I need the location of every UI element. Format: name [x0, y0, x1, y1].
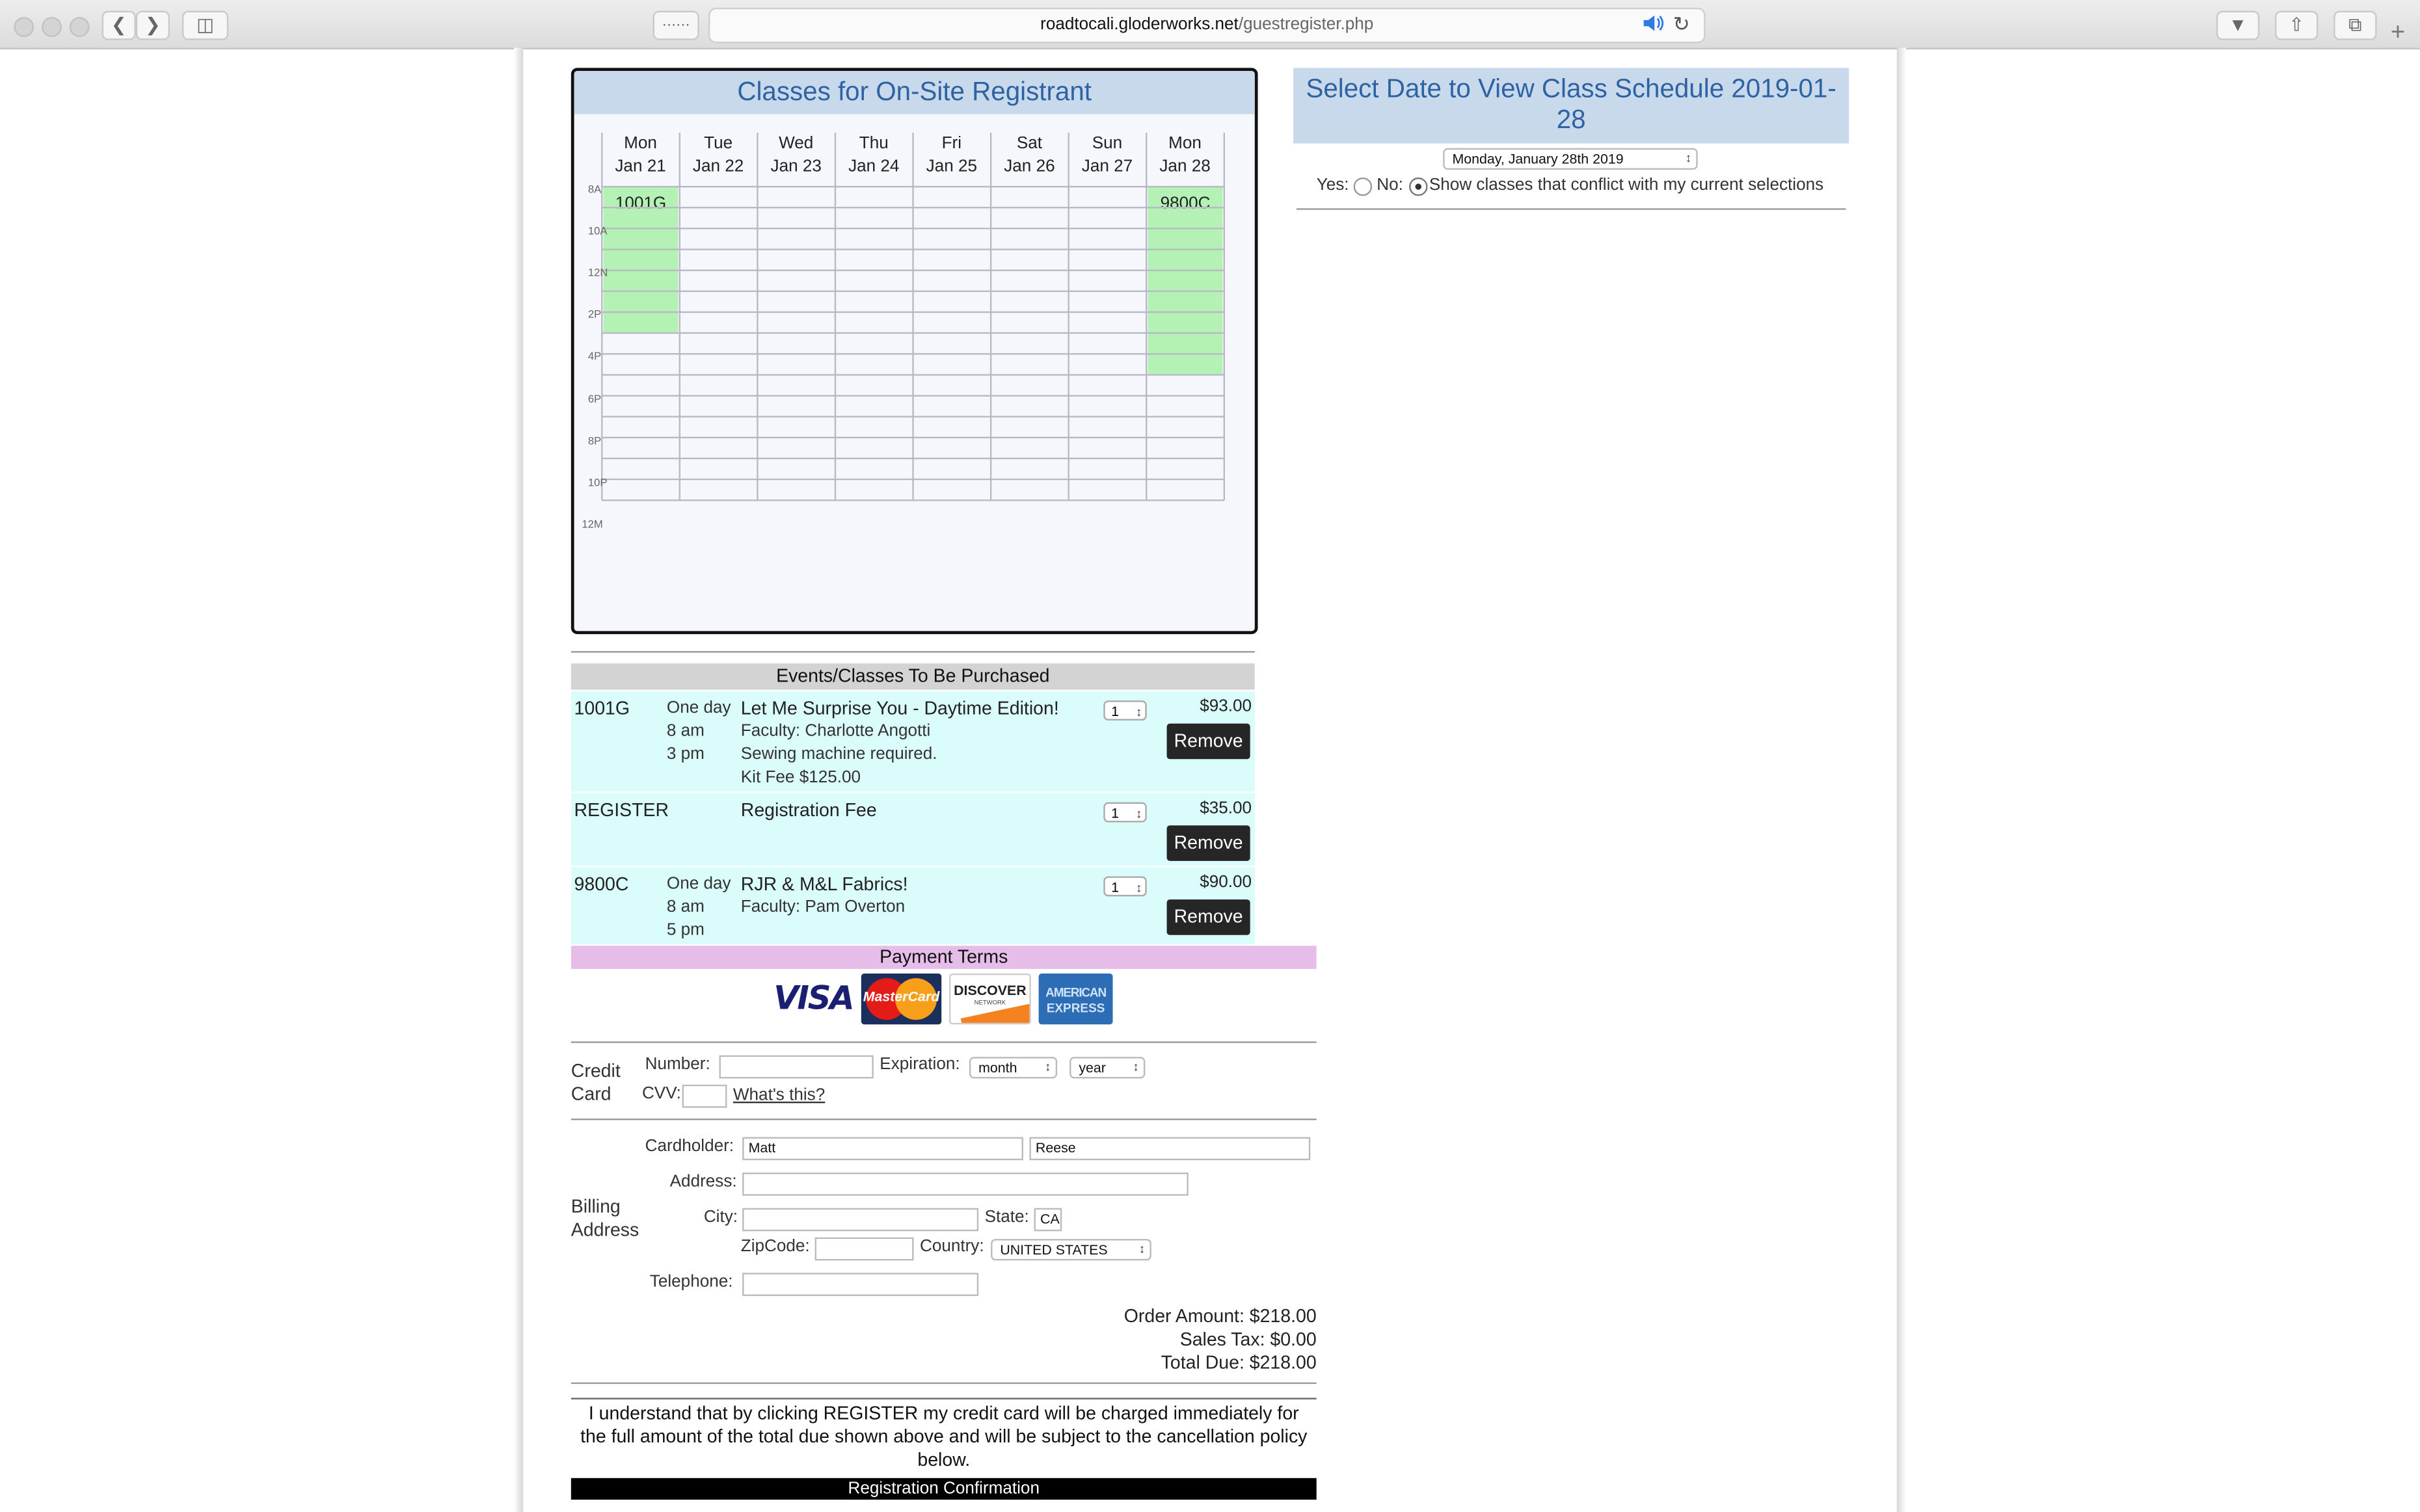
divider: [571, 1041, 1317, 1042]
item-faculty: Faculty: Charlotte Angotti: [740, 722, 931, 741]
item-code: REGISTER: [574, 799, 669, 821]
calendar-day-date: Jan 28: [1159, 157, 1211, 176]
calendar-time-label: 8A: [587, 185, 602, 196]
calendar-day-date: Jan 21: [615, 157, 666, 176]
telephone-label: Telephone:: [649, 1273, 733, 1292]
visa-logo-text: VISA: [773, 979, 854, 1017]
item-when-day: One day: [666, 698, 731, 718]
city-label: City:: [703, 1208, 738, 1227]
calendar-time-label: 4P: [587, 352, 602, 364]
tabs-icon: ⧉: [2348, 14, 2362, 36]
calendar-day-name: Sun: [1092, 134, 1123, 153]
item-faculty: Faculty: Pam Overton: [740, 897, 906, 917]
radio-selected-dot: [1416, 183, 1421, 189]
mastercard-logo-text: MasterCard: [863, 988, 940, 1005]
calendar-grid: [599, 133, 1226, 518]
yes-label: Yes:: [1316, 176, 1349, 194]
calendar-time-label: 12N: [587, 269, 608, 280]
schedule-date-select[interactable]: Monday, January 28th 2019 ↕: [1443, 148, 1697, 170]
divider: [571, 1383, 1317, 1384]
address-label: Address:: [669, 1173, 737, 1191]
calendar-time-label: 12M: [582, 520, 603, 531]
calendar-day-name: Thu: [859, 134, 889, 153]
calendar-time-label: 8P: [587, 436, 602, 447]
item-when-end: 3 pm: [666, 745, 705, 764]
quantity-select[interactable]: 1 ↕: [1103, 802, 1146, 823]
speaker-icon[interactable]: [1642, 14, 1663, 32]
new-tab-plus-icon[interactable]: +: [2390, 20, 2406, 47]
item-kit-fee: Kit Fee $125.00: [740, 768, 861, 787]
calendar-day-date: Jan 25: [926, 157, 978, 176]
mastercard-logo: [861, 974, 941, 1024]
schedule-title: Select Date to View Class Schedule 2019-01-28: [1306, 73, 1836, 135]
amex-logo-text-2: EXPRESS: [1046, 1001, 1105, 1016]
zoom-window-button[interactable]: [70, 17, 90, 37]
item-code: 1001G: [574, 697, 630, 719]
purchases-header: Events/Classes To Be Purchased: [571, 663, 1255, 689]
schedule-divider: [1297, 208, 1846, 209]
discover-logo: [949, 974, 1031, 1024]
grid-icon: ⋯⋯: [662, 17, 690, 33]
calendar-title: Classes for On-Site Registrant: [574, 71, 1255, 114]
state-label: State:: [984, 1208, 1029, 1227]
address-input[interactable]: [742, 1173, 1189, 1196]
item-when-day: One day: [666, 875, 731, 894]
calendar-day-header: [757, 133, 835, 179]
country-label: Country:: [919, 1237, 984, 1256]
item-when-start: 8 am: [666, 722, 705, 741]
item-title: Let Me Surprise You - Daytime Edition!: [740, 697, 1059, 719]
address-bar[interactable]: [708, 8, 1706, 44]
download-icon: ▼: [2228, 14, 2248, 36]
whats-this-link[interactable]: What's this?: [733, 1086, 826, 1105]
discover-network-text: NETWORK: [974, 998, 1006, 1006]
item-requirement: Sewing machine required.: [740, 745, 937, 764]
calendar-day-header: [991, 133, 1068, 179]
calendar-time-label: 10P: [587, 477, 608, 489]
calendar-day-header: [602, 133, 679, 179]
billing-section-label-1: Billing: [571, 1195, 621, 1217]
sidebar-icon: ◫: [196, 14, 214, 36]
share-icon: ⇧: [2289, 14, 2305, 36]
reload-icon[interactable]: ↻: [1673, 12, 1690, 36]
cardholder-last-name-input[interactable]: Reese: [1029, 1137, 1310, 1160]
discover-logo-text: DISCOVER: [954, 983, 1027, 998]
country-select[interactable]: UNITED STATES ↕: [991, 1239, 1151, 1260]
item-price: $90.00: [1200, 873, 1252, 892]
sales-tax: Sales Tax: $0.00: [1179, 1328, 1317, 1350]
item-price: $35.00: [1200, 799, 1252, 818]
credit-card-section-label-1: Credit: [571, 1059, 621, 1082]
card-number-input[interactable]: [719, 1055, 874, 1079]
calendar-day-header: [680, 133, 757, 179]
credit-card-section-label-2: Card: [571, 1083, 612, 1105]
remove-button[interactable]: Remove: [1167, 825, 1250, 861]
back-button[interactable]: [102, 11, 136, 40]
calendar-day-date: Jan 24: [848, 157, 900, 176]
item-when-start: 8 am: [666, 897, 705, 917]
tabs-overview-button[interactable]: [2333, 11, 2376, 40]
cardholder-label: Cardholder:: [645, 1137, 734, 1156]
calendar-day-name: Fri: [941, 134, 962, 153]
share-button[interactable]: [2275, 11, 2318, 40]
quantity-select[interactable]: 1 ↕: [1103, 700, 1146, 721]
cardholder-first-name-input[interactable]: Matt: [742, 1137, 1023, 1160]
chevron-left-icon: ❮: [111, 14, 127, 36]
no-label: No:: [1377, 176, 1403, 194]
conflict-no-radio[interactable]: [1409, 178, 1427, 196]
expiration-month-select[interactable]: month ↕: [969, 1057, 1057, 1078]
chevron-right-icon: ❯: [144, 14, 161, 36]
cvv-input[interactable]: [682, 1085, 727, 1108]
total-due: Total Due: $218.00: [1161, 1351, 1317, 1373]
payment-terms-bar: Payment Terms: [571, 946, 1317, 969]
calendar-day-date: Jan 23: [770, 157, 822, 176]
top-sites-button[interactable]: [653, 11, 699, 40]
item-price: $93.00: [1200, 697, 1252, 716]
city-input[interactable]: [742, 1208, 978, 1232]
conflict-description: Show classes that conflict with my current selections: [1429, 176, 1824, 194]
remove-button[interactable]: Remove: [1167, 724, 1250, 760]
calendar-day-name: Sat: [1016, 134, 1042, 153]
calendar-time-label: 2P: [587, 310, 602, 322]
expiration-year-select[interactable]: year ↕: [1069, 1057, 1145, 1078]
calendar-day-name: Wed: [779, 134, 814, 153]
calendar-day-date: Jan 26: [1004, 157, 1055, 176]
order-amount: Order Amount: $218.00: [1123, 1305, 1317, 1327]
minimize-window-button[interactable]: [42, 17, 62, 37]
conflict-yes-radio[interactable]: [1354, 178, 1372, 196]
page-shadow-left: [514, 48, 523, 1512]
schedule-header: [1293, 68, 1849, 143]
calendar-day-header: [835, 133, 913, 179]
american-express-logo: [1039, 974, 1113, 1024]
downloads-button[interactable]: [2216, 11, 2259, 40]
registration-confirmation-bar: Registration Confirmation: [571, 1478, 1317, 1500]
cvv-label: CVV:: [641, 1084, 681, 1104]
zipcode-input[interactable]: [815, 1238, 914, 1261]
visa-logo: [770, 974, 857, 1024]
quantity-select[interactable]: 1 ↕: [1103, 877, 1146, 897]
item-code: 9800C: [574, 873, 629, 895]
calendar-event-block[interactable]: [1148, 187, 1223, 375]
calendar-day-name: Mon: [1168, 134, 1202, 153]
calendar-day-date: Jan 27: [1081, 157, 1133, 176]
expiration-label: Expiration:: [880, 1055, 960, 1074]
sidebar-toggle-button[interactable]: [182, 11, 228, 40]
divider: [571, 1119, 1317, 1120]
state-input[interactable]: CA: [1034, 1208, 1062, 1232]
zipcode-label: ZipCode:: [740, 1237, 810, 1256]
divider: [571, 1398, 1317, 1399]
browser-toolbar: [0, 0, 2420, 49]
calendar-event-code: 1001G: [615, 192, 667, 213]
calendar-day-name: Mon: [624, 134, 657, 153]
discover-orange-swoosh: [961, 1003, 1031, 1024]
divider: [571, 651, 1255, 652]
calendar-day-header: [1146, 133, 1224, 179]
calendar-day-header: [1069, 133, 1146, 179]
calendar-time-label: 10A: [587, 226, 608, 238]
page-shadow-right: [1897, 48, 1906, 1512]
item-title: RJR & M&L Fabrics!: [740, 873, 908, 895]
card-number-label: Number:: [645, 1055, 710, 1074]
item-title: Registration Fee: [740, 799, 877, 821]
charge-disclaimer: I understand that by clicking REGISTER my credit card will be charged immediately for the full amount of the total due shown above and will be subject to the cancellation policy below.: [580, 1402, 1308, 1470]
item-when-end: 5 pm: [666, 921, 705, 940]
calendar-day-date: Jan 22: [692, 157, 744, 176]
amex-logo-text-1: AMERICAN: [1045, 985, 1106, 1000]
url-text: roadtocali.gloderworks.net/guestregister.php: [1040, 15, 1374, 34]
remove-button[interactable]: Remove: [1167, 899, 1250, 935]
forward-button[interactable]: [136, 11, 170, 40]
calendar-event-code: 9800C: [1160, 192, 1211, 213]
billing-section-label-2: Address: [571, 1219, 639, 1241]
calendar-day-header: [913, 133, 991, 179]
calendar-time-label: 6P: [587, 394, 602, 405]
close-window-button[interactable]: [14, 17, 34, 37]
telephone-input[interactable]: [742, 1273, 978, 1296]
calendar-day-name: Tue: [704, 134, 733, 153]
